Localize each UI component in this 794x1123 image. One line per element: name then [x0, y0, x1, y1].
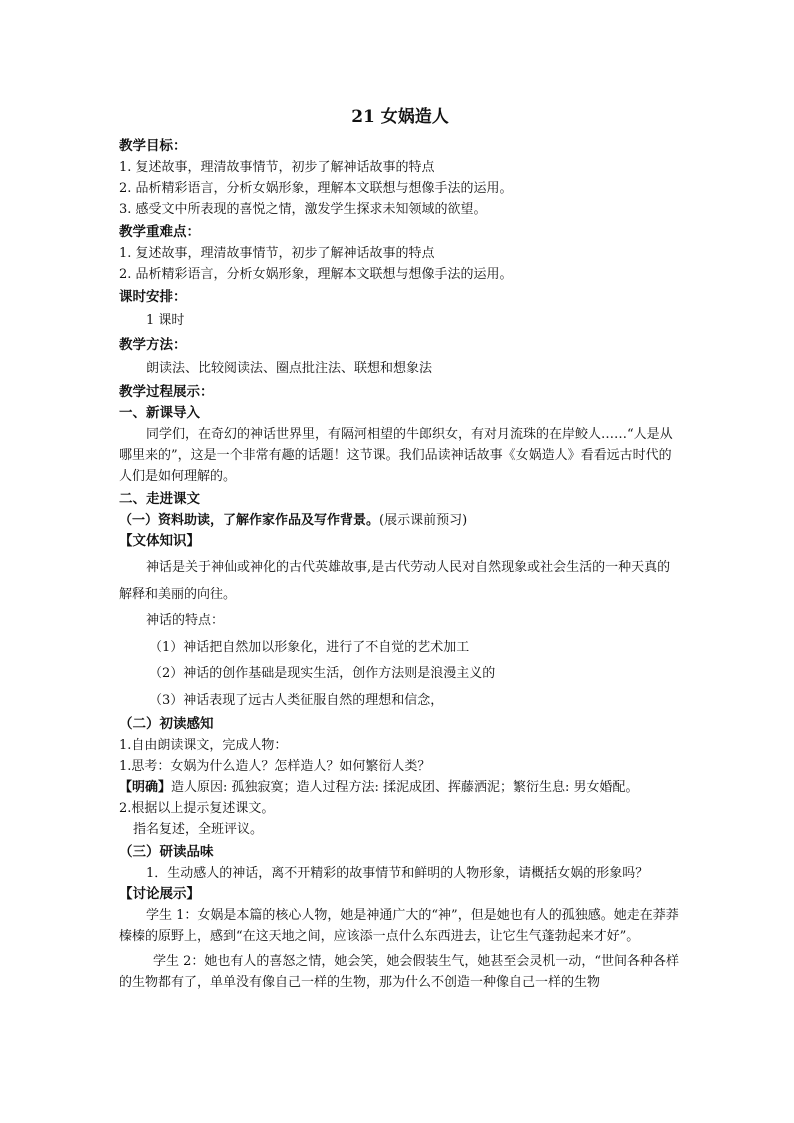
process-heading: 教学过程展示：: [119, 384, 214, 400]
key-point-item-1: 1. 复述故事，理清故事情节，初步了解神话故事的特点: [119, 246, 435, 261]
methods-value: 朗读法、比较阅读法、圈点批注法、联想和想象法: [146, 360, 433, 376]
goals-heading: 教学目标：: [119, 138, 187, 154]
student-1-text: 学生 1：女娲是本篇的核心人物，她是神通广大的“神”，但是她也有人的孤独感。她走在莽莽榛榛的原野上，感到“在这天地之间，应该添一点什么东西进去，让它生气蓬勃起来才好”。: [119, 908, 679, 944]
key-point-item-2: 2. 品析精彩语言，分析女娲形象，理解本文联想与想像手法的运用。: [119, 267, 513, 282]
reading-line-3: 2.根据以上提示复述课文。: [119, 801, 275, 816]
clarify-line: [119, 777, 681, 798]
goal-item-1: 1. 复述故事，理清故事情节，初步了解神话故事的特点: [119, 160, 435, 175]
reading-line-2: 1.思考：女娲为什么造人？怎样造人？如何繁衍人类？: [119, 759, 431, 774]
feature-item-2: （2）神话的创作基础是现实生活，创作方法则是浪漫主义的: [149, 666, 496, 681]
features-label: 神话的特点：: [146, 613, 225, 628]
feature-item-3: （3）神话表现了远古人类征服自然的理想和信念，: [149, 692, 444, 708]
clarify-label: 【明确】: [119, 780, 172, 795]
student-2-text: 学生 2：她也有人的喜怒之情，她会笑，她会假装生气，她甚至会灵机一动，“世间各种各样的生物都有了，单单没有像自己一样的生物，那为什么不创造一种像自己一样的生物: [119, 954, 680, 990]
goal-item-3: 3. 感受文中所表现的喜悦之情，激发学生探求未知领域的欲望。: [119, 202, 487, 217]
methods-heading: 教学方法：: [119, 336, 187, 353]
page-title: 21 女娲造人: [351, 107, 449, 127]
schedule-value: 1 课时: [146, 313, 185, 328]
genre-text: 神话是关于神仙或神化的古代英雄故事,是古代劳动人民对自然现象或社会生活的一种天真的解释和美丽的向往。: [119, 560, 671, 602]
reading-line-4: 指名复述，全班评议。: [133, 822, 264, 837]
feature-item-1: （1）神话把自然加以形象化，进行了不自觉的艺术加工: [149, 639, 470, 655]
schedule-heading: 课时安排：: [119, 289, 187, 305]
study-question: 1．生动感人的神话，离不开精彩的故事情节和鲜明的人物形象，请概括女娲的形象吗？: [146, 866, 649, 881]
key-points-heading: 教学重难点：: [119, 224, 200, 240]
section-intro-heading: 一、新课导入: [119, 405, 200, 421]
reading-line-1: 1.自由朗读课文，完成人物：: [119, 738, 288, 753]
subsection-1-heading: [119, 510, 681, 531]
genre-label: 【文体知识】: [119, 533, 200, 549]
subsection-1-note: (展示课前预习): [379, 513, 468, 528]
discuss-label: 【讨论展示】: [119, 886, 200, 902]
section-text-heading: 二、走进课文: [119, 491, 200, 507]
subsection-2-heading: （二）初读感知: [119, 716, 214, 732]
subsection-3-heading: （三）研读品味: [119, 844, 214, 860]
goal-item-2: 2. 品析精彩语言，分析女娲形象，理解本文联想与想像手法的运用。: [119, 181, 513, 196]
document-body: [119, 104, 681, 993]
subsection-1-title: （一）资料助读，了解作家作品及写作背景。: [119, 513, 380, 528]
section-intro-text: 同学们，在奇幻的神话世界里，有隔河相望的牛郎织女，有对月流珠的在岸鲛人……“人是从哪里来的”，这是一个非常有趣的话题！这节课。我们品读神话故事《女娲造人》看看远古时代的人们是如何理解的。: [119, 427, 673, 484]
clarify-text: 造人原因: 孤独寂寞；造人过程方法: 揉泥成团、挥藤洒泥；繁衍生息: 男女婚配。: [171, 780, 639, 795]
